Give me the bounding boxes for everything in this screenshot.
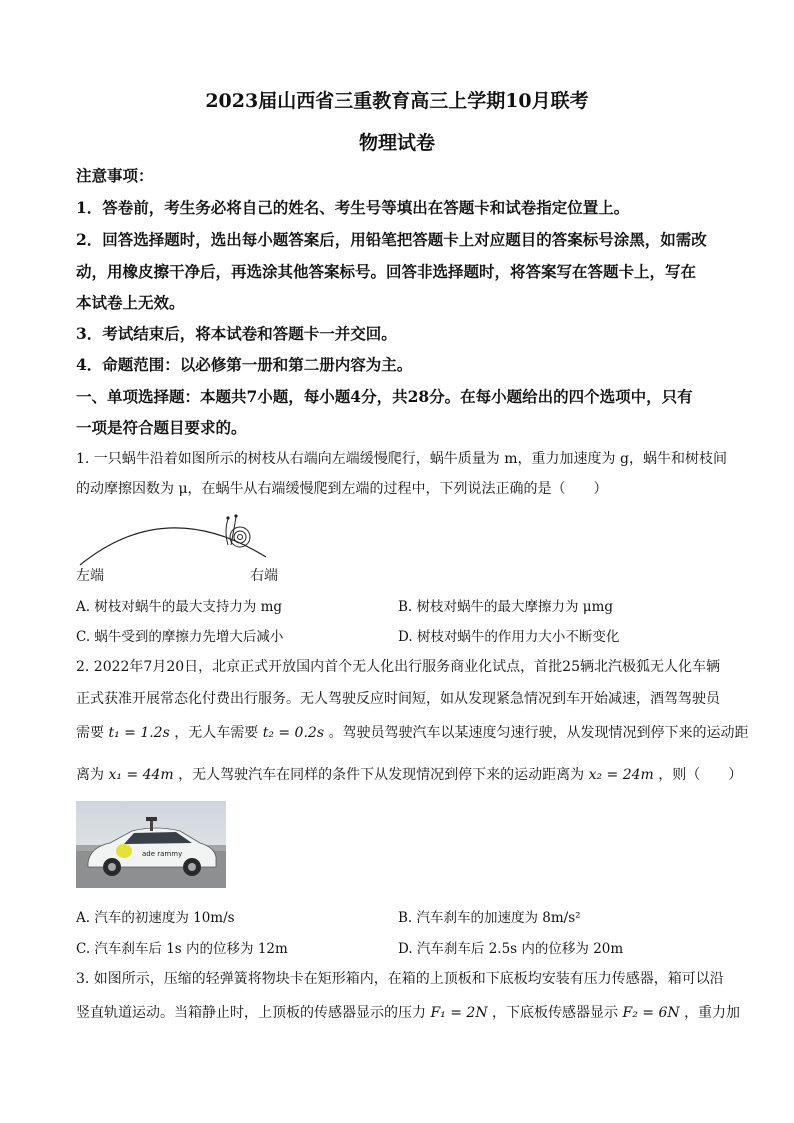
exam-title: 2023届山西省三重教育高三上学期10月联考 bbox=[205, 90, 589, 112]
q3-line2-a: 竖直轨道运动。当箱静止时，上顶板的传感器显示的压力 bbox=[76, 1005, 426, 1021]
notice-heading: 注意事项： bbox=[76, 166, 154, 185]
q1-option-b: B. 树枝对蜗牛的最大摩擦力为 μmg bbox=[398, 599, 614, 615]
q2-line3-b: ，无人车需要 bbox=[174, 725, 259, 741]
notice-item-2: 2．回答选择题时，选出每小题答案后，用铅笔把答题卡上对应题目的答案标号涂黑，如需改 bbox=[76, 230, 707, 249]
q2-line3-a: 需要 bbox=[76, 725, 104, 741]
section-heading-line2: 一项是符合题目要求的。 bbox=[76, 418, 247, 437]
notice-item-3: 3．考试结束后，将本试卷和答题卡一并交回。 bbox=[76, 324, 397, 343]
q1-stem-line1: 1. 一只蜗牛沿着如图所示的树枝从右端向左端缓慢爬行，蜗牛质量为 m，重力加速度为 g，蜗牛和树枝间 bbox=[76, 451, 727, 467]
q1-option-a: A. 树枝对蜗牛的最大支持力为 mg bbox=[76, 599, 283, 615]
q1-option-d: D. 树枝对蜗牛的作用力大小不断变化 bbox=[398, 629, 620, 645]
q2-line4-b: ，无人驾驶汽车在同样的条件下从发现情况到停下来的运动距离为 bbox=[178, 767, 585, 783]
q2-x2: x₂ = 24m bbox=[588, 767, 654, 783]
q3-stem-line1: 3. 如图所示，压缩的轻弹簧将物块卡在矩形箱内，在箱的上顶板和下底板均安装有压力传感器，箱可以沿 bbox=[76, 971, 724, 987]
notice-item-4: 4．命题范围：以必修第一册和第二册内容为主。 bbox=[76, 355, 413, 374]
q2-stem-line1: 2. 2022年7月20日，北京正式开放国内首个无人化出行服务商业化试点，首批25辆北汽极狐无人化车辆 bbox=[76, 659, 720, 675]
q2-car-photo bbox=[76, 801, 226, 888]
notice-item-2-end: 本试卷上无效。 bbox=[76, 293, 185, 312]
q2-line3-c: 。驾驶员驾驶汽车以某速度匀速行驶，从发现情况到停下来的运动距 bbox=[328, 725, 749, 741]
car-decal-text: ade rammy bbox=[142, 850, 183, 858]
q3-stem-line2 bbox=[76, 1002, 740, 1022]
notice-item-2-cont: 动，用橡皮擦干净后，再选涂其他答案标号。回答非选择题时，将答案写在答题卡上，写在 bbox=[76, 262, 697, 281]
exam-subtitle: 物理试卷 bbox=[358, 132, 435, 154]
q2-option-d: D. 汽车刹车后 2.5s 内的位移为 20m bbox=[398, 941, 624, 957]
section-heading-line1: 一、单项选择题：本题共7小题，每小题4分，共28分。在每小题给出的四个选项中，只有 bbox=[76, 387, 693, 406]
q2-line4-a: 离为 bbox=[76, 767, 104, 783]
q3-line2-b: ，下底板传感器显示 bbox=[492, 1005, 619, 1021]
q2-option-c: C. 汽车刹车后 1s 内的位移为 12m bbox=[76, 941, 288, 957]
q2-stem-line3 bbox=[76, 722, 748, 742]
q1-option-c: C. 蜗牛受到的摩擦力先增大后减小 bbox=[76, 629, 284, 645]
q2-option-b: B. 汽车刹车的加速度为 8m/s² bbox=[398, 910, 581, 926]
notice-item-1: 1．答卷前，考生务必将自己的姓名、考生号等填出在答题卡和试卷指定位置上。 bbox=[76, 198, 630, 217]
q2-x1: x₁ = 44m bbox=[108, 767, 174, 783]
q2-stem-line2: 正式获准开展常态化付费出行服务。无人驾驶反应时间短，如从发现紧急情况到车开始减速，酒驾驾驶员 bbox=[76, 691, 720, 707]
q2-line4-c: ，则（ ） bbox=[658, 767, 743, 783]
q3-line2-c: ，重力加 bbox=[684, 1005, 741, 1021]
q3-f2: F₂ = 6N bbox=[622, 1005, 680, 1021]
q2-t2: t₂ = 0.2s bbox=[262, 725, 325, 741]
q2-t1: t₁ = 1.2s bbox=[108, 725, 170, 741]
q1-left-label: 左端 bbox=[76, 568, 104, 584]
q3-f1: F₁ = 2N bbox=[430, 1005, 488, 1021]
q2-stem-line4 bbox=[76, 764, 742, 784]
q1-right-label: 右端 bbox=[250, 568, 278, 584]
q2-option-a: A. 汽车的初速度为 10m/s bbox=[76, 910, 235, 926]
q1-stem-line2: 的动摩擦因数为 μ，在蜗牛从右端缓慢爬到左端的过程中，下列说法正确的是（ ） bbox=[76, 481, 608, 497]
